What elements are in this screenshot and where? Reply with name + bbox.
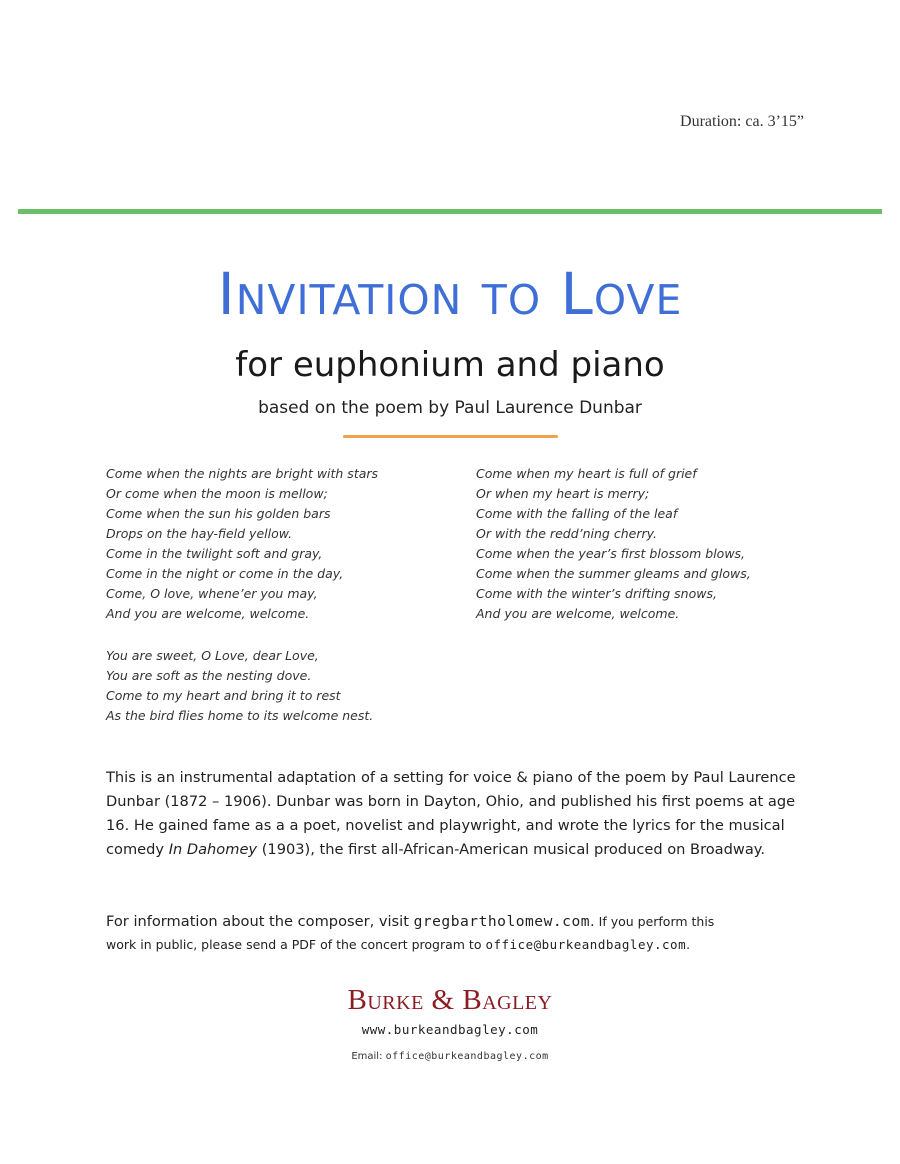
poem-stanza-2 [106, 646, 373, 726]
publisher-email [0, 1051, 900, 1062]
poem-stanza-1 [106, 464, 378, 624]
poem-line: Come in the twilight soft and gray, [106, 546, 323, 561]
poem-line: And you are welcome, welcome. [106, 606, 310, 621]
show-title: In Dahomey [168, 841, 258, 858]
duration-label: Duration: ca. 3’15” [680, 113, 804, 130]
composer-site-link[interactable]: gregbartholomew.com [413, 913, 591, 930]
poem-line: Drops on the hay-field yellow. [106, 526, 293, 541]
info-line-2 [106, 934, 806, 956]
poem-line: Or with the redd’ning cherry. [476, 526, 657, 541]
about-text-1: This is an instrumental adaptation of a setting for voice & piano of the poem by Paul Laurence Dunbar (1872 – 1906). Dunbar was born in Dayton, Ohio, and published his first poems at age 16. He gained fame as a a poet, novelist and playwright, and wrote the lyrics for the musical comedy [106, 769, 796, 858]
publisher-email-link[interactable]: office@burkeandbagley.com [385, 1051, 549, 1062]
publisher-website-link[interactable]: www.burkeandbagley.com [361, 1022, 539, 1037]
poem-line: Come when the summer gleams and glows, [476, 566, 751, 581]
page-subtitle: for euphonium and piano [235, 345, 665, 385]
poem-line: As the bird flies home to its welcome nest. [106, 708, 374, 723]
info-line-1 [106, 910, 806, 934]
publisher-name: Burke & Bagley [347, 984, 553, 1016]
poem-line: Come in the night or come in the day, [106, 566, 344, 581]
info-middle: If you perform this [594, 914, 715, 929]
info-line2-prefix: work in public, please send a PDF of the concert program to [106, 937, 486, 952]
poem-line: You are soft as the nesting dove. [106, 668, 312, 683]
poem-line: Come with the falling of the leaf [476, 506, 678, 521]
poem-stanza-3 [476, 464, 751, 624]
poem-line: Come to my heart and bring it to rest [106, 688, 341, 703]
poem-line: Come with the winter’s drifting snows, [476, 586, 717, 601]
poem-line: Come when the year’s first blossom blows, [476, 546, 746, 561]
email-label: Email: [351, 1051, 386, 1062]
poem-line: Or when my heart is merry; [476, 486, 650, 501]
poem-line: Or come when the moon is mellow; [106, 486, 328, 501]
poem-line: Come when my heart is full of grief [476, 466, 697, 481]
title-underline [343, 435, 558, 438]
info-prefix: For information about the composer, visit [106, 913, 414, 930]
poem-line: Come, O love, whene’er you may, [106, 586, 318, 601]
poem-line: You are sweet, O Love, dear Love, [106, 648, 319, 663]
page-title: Invitation to Love [217, 260, 683, 328]
office-email-link[interactable]: office@burkeandbagley.com [485, 937, 687, 952]
info-line2-suffix: . [686, 937, 691, 952]
poem-line: And you are welcome, welcome. [476, 606, 680, 621]
poem-line: Come when the nights are bright with stars [106, 466, 379, 481]
header-divider [18, 209, 882, 214]
poem-line: Come when the sun his golden bars [106, 506, 331, 521]
about-paragraph [106, 766, 796, 862]
info-paragraph [106, 910, 806, 956]
about-text-2: (1903), the first all-African-American musical produced on Broadway. [257, 841, 765, 858]
info-dot: . [590, 913, 595, 930]
based-on-line: based on the poem by Paul Laurence Dunbar [258, 398, 642, 418]
